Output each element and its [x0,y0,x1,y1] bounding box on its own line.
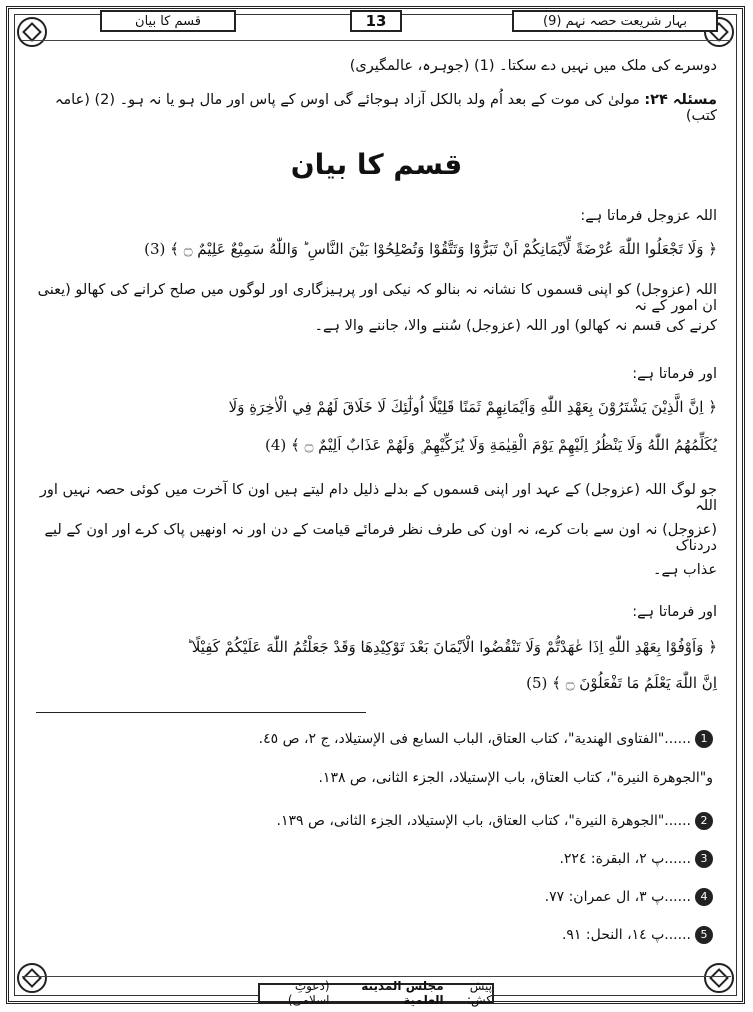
quran-verse: ﴿ وَاَوْفُوْا بِعَهْدِ اللّٰهِ اِذَا عٰهَدْتُّمْ وَلَا تَنْقُضُوا الْاَيْمَانَ بَعْدَ تَوْكِيْدِهَا وَقَدْ جَعَلْتُمُ اللّٰهَ عَلَيْكُمْ كَفِيْلًا ؕ [186,638,717,656]
corner-ornament-icon [17,17,47,47]
translation-line: عذاب ہے۔ [652,562,717,578]
corner-ornament-icon [17,963,47,993]
publisher-footer [258,979,494,1007]
masala-text: مولیٰ کی موت کے بعد اُم ولد بالکل آزاد ہوجائے گی اوس کے پاس اور مال ہو یا نہ ہو۔ (2) (عامہ کتب) [54,92,717,124]
book-header: بہار شریعت حصہ نہم (9) [512,10,718,32]
footnote [36,888,713,906]
footnote [36,926,713,944]
translation-line: جو لوگ اللہ (عزوجل) کے عہد اور اپنی قسموں کے بدلے ذلیل دام لیتے ہیں اون کا آخرت میں کوئی حصہ نہیں اور اللہ [39,482,717,514]
page-number: 13 [350,10,402,32]
footnote-number: 3 [695,850,713,868]
footer-prefix: پیش کش: [466,979,492,1007]
footnote-text: ......پ ٣، ال عمران: ٧٧. [544,889,691,905]
translation-line: اللہ (عزوجل) کو اپنی قسموں کا نشانہ نہ بنالو کہ نیکی اور پرہیزگاری اور لوگوں میں صلح کرانے کی کھالو (یعنی ان امور کے نہ [37,282,717,314]
footnote-number: 5 [695,926,713,944]
footer-suffix: (دعوتِ اسلامی) [287,979,330,1007]
footnote [36,770,713,786]
quran-verse: اِنَّ اللّٰهَ يَعْلَمُ مَا تَفْعَلُوْنَ ۝ ﴾ (5) [526,674,717,692]
corner-ornament-icon [704,963,734,993]
footnote [36,850,713,868]
translation-line: (عزوجل) نہ اون سے بات کرے، نہ اون کی طرف نظر فرمائے قیامت کے دن اور نہ اونھیں پاک کرے اور اون کے لیے دردناک [44,522,717,554]
translation-line: کرنے کی قسم نہ کھالو) اور اللہ (عزوجل) سُننے والا، جاننے والا ہے۔ [314,318,717,334]
footnote [36,730,713,748]
intro-line: اور فرماتا ہے: [632,366,717,382]
footnote [36,812,713,830]
footer-divider [22,976,731,977]
quran-verse: ﴿ وَلَا تَجْعَلُوا اللّٰهَ عُرْضَةً لِّاَيْمَانِكُمْ اَنْ تَبَرُّوْا وَتَتَّقُوْا وَتُصْلِحُوْا بَيْنَ النَّاسِ ؕ وَاللّٰهُ سَمِيْعٌ عَلِيْمٌ ۝ ﴾ (3) [144,240,717,258]
footnote-text: و"الجوھرة النیرة"، کتاب العتاق، باب الإستیلاد، الجزء الثانی، ص ١٣٨. [318,770,713,786]
footnote-text: ......"الفتاوی الھندیة"، کتاب العتاق، الباب السابع فی الإستیلاد، ج ۲، ص ٤٥. [258,731,691,747]
publisher-name: مجلس المدینة العلمیة [361,979,444,1007]
masala-label: مسئلہ ۲۴: [644,92,717,108]
intro-line: اور فرماتا ہے: [632,604,717,620]
footnote-number: 2 [695,812,713,830]
footnote-text: ......"الجوھرة النیرة"، کتاب العتاق، باب الإستیلاد، الجزء الثانی، ص ١٣٩. [276,813,691,829]
paragraph-line: دوسرے کی ملک میں نہیں دے سکتا۔ (1) (جوہرہ، عالمگیری) [349,58,717,74]
quran-verse: ﴿ اِنَّ الَّذِيْنَ يَشْتَرُوْنَ بِعَهْدِ اللّٰهِ وَاَيْمَانِهِمْ ثَمَنًا قَلِيْلًا اُولٰٓئِكَ لَا خَلَاقَ لَهُمْ فِي الْاٰخِرَةِ وَلَا [228,398,717,416]
footnote-divider [36,712,366,713]
masala-paragraph [36,92,717,124]
footnote-number: 4 [695,888,713,906]
quran-verse: يُكَلِّمُهُمُ اللّٰهُ وَلَا يَنْظُرُ اِلَيْهِمْ يَوْمَ الْقِيٰمَةِ وَلَا يُزَكِّيْهِمْ ۪ وَلَهُمْ عَذَابٌ اَلِيْمٌ ۝ ﴾ (4) [265,436,717,454]
header-divider [22,40,731,41]
footnote-number: 1 [695,730,713,748]
section-title: قسم کا بیان [290,148,463,181]
chapter-header: قسم کا بیان [100,10,236,32]
footnote-text: ......پ ٢، البقرة: ٢٢٤. [559,851,691,867]
intro-line: اللہ عزوجل فرماتا ہے: [580,208,717,224]
footnote-text: ......پ ١٤، النحل: ٩١. [561,927,691,943]
